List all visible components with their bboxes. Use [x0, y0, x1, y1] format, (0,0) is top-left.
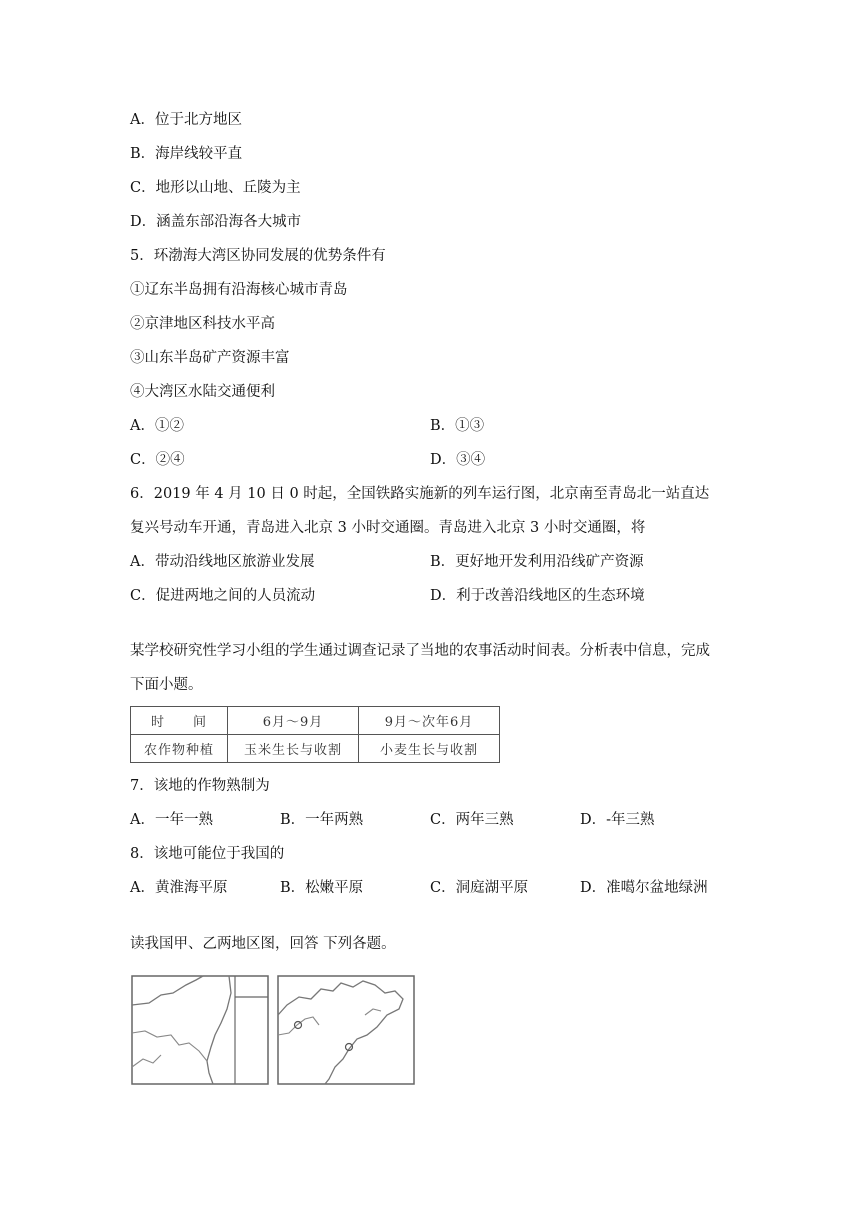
q6-option-c: C．促进两地之间的人员流动 — [130, 588, 316, 604]
q6-option-a: A．带动沿线地区旅游业发展 — [130, 554, 315, 570]
map-intro: 读我国甲、乙两地区图，回答 下列各题。 — [130, 936, 396, 952]
q5-option-d: D．③④ — [430, 452, 486, 468]
q4-option-b: B．海岸线较平直 — [130, 146, 243, 162]
table-row — [131, 735, 500, 763]
q5-option-a: A．①② — [130, 418, 184, 434]
table-header-sep-jun: 9月～次年6月 — [359, 707, 500, 735]
q7-option-c: C．两年三熟 — [430, 812, 514, 828]
q6-option-b: B．更好地开发利用沿线矿产资源 — [430, 554, 644, 570]
q5-option-b: B．①③ — [430, 418, 485, 434]
q7-stem: 7．该地的作物熟制为 — [130, 778, 270, 794]
table-cell-corn: 玉米生长与收割 — [228, 735, 359, 763]
q8-option-a: A．黄淮海平原 — [130, 880, 228, 896]
q5-item-2: ②京津地区科技水平高 — [130, 316, 275, 332]
q4-option-d: D．涵盖东部沿海各大城市 — [130, 214, 302, 230]
q8-option-c: C．洞庭湖平原 — [430, 880, 529, 896]
farm-intro-line2: 下面小题。 — [130, 677, 203, 693]
table-cell-crop-label: 农作物种植 — [131, 735, 228, 763]
q4-option-a: A．位于北方地区 — [130, 112, 242, 128]
q7-option-a: A．一年一熟 — [130, 812, 213, 828]
q8-option-d: D．准噶尔盆地绿洲 — [580, 880, 708, 896]
table-header-jun-sep: 6月～9月 — [228, 707, 359, 735]
q5-item-3: ③山东半岛矿产资源丰富 — [130, 350, 290, 366]
farm-activity-table — [130, 706, 500, 763]
q7-option-b: B．一年两熟 — [280, 812, 364, 828]
q5-item-4: ④大湾区水陆交通便利 — [130, 384, 275, 400]
table-row — [131, 707, 500, 735]
q7-option-d: D．-年三熟 — [580, 812, 655, 828]
farm-intro-line1: 某学校研究性学习小组的学生通过调查记录了当地的农事活动时间表。分析表中信息，完成 — [130, 643, 710, 659]
q5-option-c: C．②④ — [130, 452, 185, 468]
q6-stem-line1: 6．2019 年 4 月 10 日 0 时起，全国铁路实施新的列车运行图，北京南至青岛北一站直达 — [130, 486, 710, 502]
q5-stem: 5．环渤海大湾区协同发展的优势条件有 — [130, 248, 386, 264]
q4-option-c: C．地形以山地、丘陵为主 — [130, 180, 301, 196]
table-header-time: 时 间 — [131, 707, 228, 735]
table-cell-wheat: 小麦生长与收割 — [359, 735, 500, 763]
q6-stem-line2: 复兴号动车开通，青岛进入北京 3 小时交通圈。青岛进入北京 3 小时交通圈，将 — [130, 520, 646, 536]
q8-stem: 8．该地可能位于我国的 — [130, 846, 285, 862]
q8-option-b: B．松嫩平原 — [280, 880, 364, 896]
q5-item-1: ①辽东半岛拥有沿海核心城市青岛 — [130, 282, 348, 298]
q6-option-d: D．利于改善沿线地区的生态环境 — [430, 588, 645, 604]
map-region-jia — [131, 975, 269, 1085]
map-region-yi — [277, 975, 415, 1085]
